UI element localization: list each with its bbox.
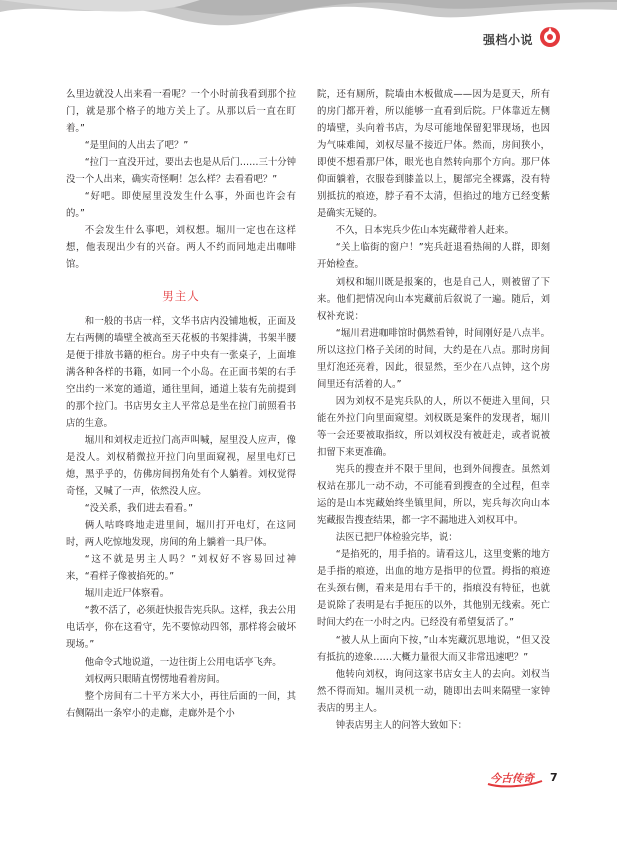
- magazine-logo-text: 今古传奇: [490, 772, 534, 785]
- magazine-badge-icon: [539, 26, 561, 48]
- paragraph: “没关系，我们进去看看。”: [84, 503, 193, 515]
- paragraph: 俩人咕咚咚地走进里间，堀川打开电灯，在这同时，两人吃惊地发现，房间的角上躺着一具尸体。: [66, 520, 296, 549]
- paragraph: “是里间的人出去了吧？”: [84, 140, 189, 152]
- section-label: 强档小说: [483, 33, 534, 47]
- magazine-logo: [486, 769, 544, 789]
- paragraph: 堀川和刘权走近拉门高声叫喊，屋里没人应声，像是没人。刘权稍微拉开拉门向里面窥视，屋里电灯已熄，黑乎乎的，仿佛房间拐角处有个人躺着。刘权觉得奇怪，又喊了一声，依然没人应。: [66, 434, 296, 498]
- paragraph: “好吧。即使屋里没发生什么事，外面也许会有的。”: [66, 191, 296, 220]
- paragraph: 不久，日本宪兵少佐山本宪藏带着人赶来。: [335, 225, 514, 237]
- left-column: [66, 86, 296, 722]
- paragraph: 和一般的书店一样，文华书店内没铺地板，正面及左右两侧的墙壁全被高至天花板的书架排满，书架半腰是便于排放书籍的柜台。房子中央有一张桌子，上面堆满各种各样的书籍，如同一个小岛。在正面书架的右手空出约一米宽的通道，通往里间，通道上装有先前提到的那个拉门。书店男女主人平常总是坐在拉门前照看书店的生意。: [66, 315, 296, 429]
- paragraph: 他转向刘权，询问这家书店女主人的去向。刘权当然不得而知。堀川灵机一动，随即出去叫来隔壁一家钟表店的男主人。: [317, 668, 550, 714]
- right-column: [317, 86, 550, 734]
- paragraph: 法医已把尸体检验完毕，说：: [335, 532, 458, 544]
- paragraph: 堀川走近尸体察看。: [84, 588, 170, 600]
- paragraph: “拉门一直没开过，要出去也是从后门……三十分钟没一个人出来，确实奇怪啊！怎么样？去看看吧？”: [66, 157, 296, 186]
- paragraph: “这不就是男主人吗？”刘权好不容易回过神来，“看样子像被掐死的。”: [66, 554, 296, 583]
- paragraph: 院，还有厕所，院墙由木板做成——因为是夏天，所有的房门都开着，所以能够一直看到后院。尸体靠近左侧的墙壁，头向着书店，为尽可能地保留犯罪现场，也因为气味难闻，刘权尽量不接近尸体。然而，房间狭小，即使不想看那尸体，眼光也自然转向那个方向。那尸体仰面躺着，衣服卷到膝盖以上，腿部完全裸露，没有特别抵抗的痕迹，脖子看不太清，但掐过的地方已经变紫是确实无疑的。: [317, 89, 550, 220]
- paragraph: 不会发生什么事吧，刘权想。堀川一定也在这样想，他表现出少有的兴奋。两人不约而同地走出咖啡馆。: [66, 225, 296, 271]
- paragraph: “是掐死的，用手掐的。请看这儿，这里变紫的地方是手指的痕迹，出血的地方是指甲的位置。拇指的痕迹在头颈右侧，看来是用右手干的，指痕没有特征，也就是说除了表明是右手扼压的以外，其他别无线索。死亡时间大约在一小时之内。已经没有希望复活了。”: [317, 549, 550, 629]
- paragraph: 他命令式地说道，一边往街上公用电话亭飞奔。: [84, 656, 282, 668]
- paragraph: 么里边就没人出来看一看呢？一个小时前我看到那个拉门，就是那个格子的地方关上了。从那以后一直在盯着。”: [66, 89, 296, 135]
- paragraph: “教不活了，必须赶快报告宪兵队。这样，我去公用电话亭，你在这看守，先不要惊动四邻，那样将会破坏现场。”: [66, 605, 296, 651]
- paragraph: “堀川君进咖啡馆时偶然看钟，时间刚好是八点半。所以这拉门格子关闭的时间，大约是在八点。那时房间里灯泡还亮着，因此，很显然，至少在八点钟，这个房间里还有活着的人。”: [317, 327, 550, 390]
- paragraph: 刘权和堀川既是报案的，也是自己人，则被留了下来。他们把情况向山本宪藏前后叙说了一遍。随后，刘权补充说：: [317, 276, 550, 322]
- paragraph: “被人从上面向下按，”山本宪藏沉思地说，“但又没有抵抗的迹象……大概力量很大而又非常迅速吧？”: [317, 634, 550, 663]
- section-title: 男主人: [162, 288, 200, 303]
- paragraph: 整个房间有二十平方米大小，再往后面的一间，其右侧隔出一条窄小的走廊，走廊外是个小: [66, 690, 296, 719]
- paragraph: 因为刘权不是宪兵队的人，所以不便进入里间，只能在外拉门向里面窥望。刘权既是案件的发现者，堀川等一会还要被取指纹，所以刘权没有被赶走，或者说被扣留下来更准确。: [317, 395, 550, 458]
- page-number: 7: [550, 771, 558, 784]
- paragraph: 宪兵的搜查并不限于里间，也到外间搜查。虽然刘权站在那儿一动不动，不可能看到搜查的全过程，但幸运的是山本宪藏始终坐镇里间，所以，宪兵每次向山本宪藏报告搜查结果，都一字不漏地进入刘权耳中。: [317, 464, 550, 527]
- paragraph: 钟表店男主人的问答大致如下：: [335, 719, 468, 731]
- paragraph: “关上临街的窗户！”宪兵赶退看热闹的人群，即刻开始检查。: [317, 242, 550, 271]
- paragraph: 刘权两只眼睛直愣愣地看着房间。: [84, 673, 226, 685]
